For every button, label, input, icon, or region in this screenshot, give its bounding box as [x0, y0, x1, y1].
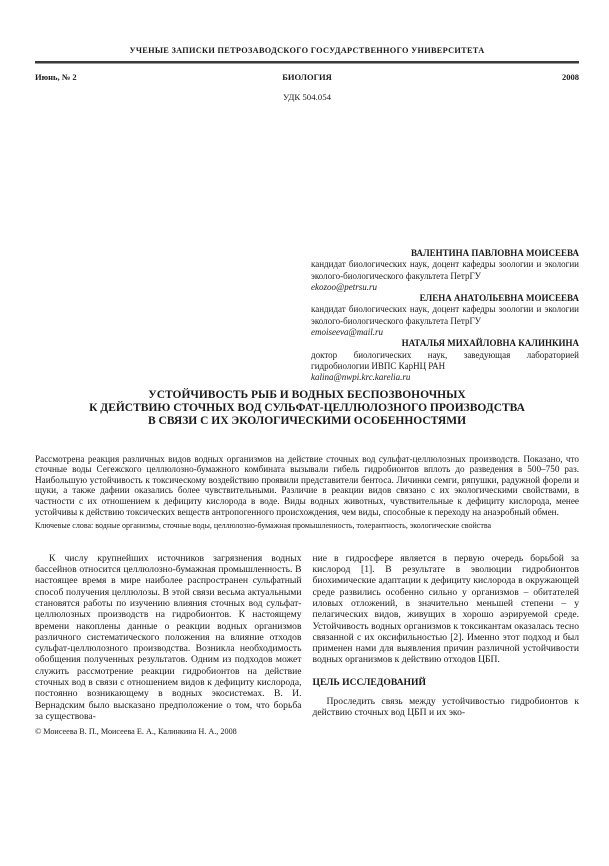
- keywords-line: Ключевые слова: водные организмы, сточные воды, целлюлозно-бумажная промышленность, толерантность, экологические свойства: [35, 521, 492, 531]
- right-column: [313, 553, 580, 722]
- header-divider: [35, 61, 579, 64]
- udc-code: УДК 504.054: [283, 92, 331, 102]
- article-title-line: В СВЯЗИ С ИХ ЭКОЛОГИЧЕСКИМИ ОСОБЕННОСТЯМИ: [147, 414, 467, 427]
- article-title-line: УСТОЙЧИВОСТЬ РЫБ И ВОДНЫХ БЕСПОЗВОНОЧНЫХ: [148, 388, 466, 401]
- body-columns: [35, 553, 579, 722]
- paper-page: [0, 46, 609, 866]
- body-paragraph: К числу крупнейших источников загрязнения водных бассейнов относится целлюлозно-бумажная промышленность. В настоящее время в мире наиболее распространен сульфатный способ получения целлюлозы. В этой связи весьма актуальными становятся работы по изучению влияния сточных вод сульфат-целлюлозных производств на гидробионтов. К настоящему времени накоплены данные о реакции водных организмов различного систематического положения на влияние отходов сульфат-целлюлозного производства. Возникла необходимость обобщения полученных результатов. Одним из подходов может служить рассмотрение реакции гидробионтов на действие сточных вод в связи с отношением видов к дефициту кислорода, постоянно возникающему в водных экосистемах. В. И. Вернадским было высказано предположение о том, что борьба за существова-: [35, 552, 302, 722]
- article-title-line: К ДЕЙСТВИЮ СТОЧНЫХ ВОД СУЛЬФАТ-ЦЕЛЛЮЛОЗНОГО ПРОИЗВОДСТВА: [89, 401, 525, 414]
- author-name: НАТАЛЬЯ МИХАЙЛОВНА КАЛИНКИНА: [401, 338, 579, 349]
- author-email: kalina@nwpi.krc.karelia.ru: [311, 372, 411, 383]
- author-entry: [311, 338, 579, 383]
- section-label: БИОЛОГИЯ: [282, 72, 332, 82]
- header-meta-row: [35, 72, 579, 82]
- author-name: ВАЛЕНТИНА ПАВЛОВНА МОИСЕЕВА: [411, 248, 579, 258]
- author-email: emoiseeva@mail.ru: [311, 327, 384, 338]
- author-entry: [311, 248, 579, 293]
- body-paragraph: Проследить связь между устойчивостью гидробионтов к действию сточных вод ЦБП и их эко-: [312, 695, 579, 719]
- body-paragraph: ние в гидросфере является в первую очередь борьбой за кислород [1]. В результате в эволюции гидробионтов биохимические адаптации к дефициту кислорода в окружающей среде развились особенно сильно у организмов – обитателей иловых отложений, в значительно меньшей степени – у пелагических видов, живущих в хорошо аэрируемой среде. Устойчивость водных организмов к токсикантам оказалась тесно связанной с их оксифильностью [2]. Именно этот подход и был применен нами для выявления причин различной устойчивости водных организмов к действию отходов ЦБП.: [312, 552, 579, 666]
- copyright-line: © Моисеева В. П., Моисеева Е. А., Калинкина Н. А., 2008: [35, 727, 237, 737]
- author-role: кандидат биологических наук, доцент кафедры зоологии и экологии эколого-биологического факультета ПетрГУ: [311, 259, 579, 281]
- authors-block: [311, 248, 579, 384]
- author-entry: [311, 293, 579, 338]
- left-column: [35, 553, 302, 722]
- author-email: ekozoo@petrsu.ru: [311, 281, 378, 292]
- issue-label: Июнь, № 2: [35, 72, 77, 82]
- section-heading-goal: ЦЕЛЬ ИССЛЕДОВАНИЙ: [312, 676, 426, 688]
- article-title: [35, 389, 579, 428]
- journal-title: УЧЕНЫЕ ЗАПИСКИ ПЕТРОЗАВОДСКОГО ГОСУДАРСТВЕННОГО УНИВЕРСИТЕТА: [129, 46, 485, 55]
- author-role: кандидат биологических наук, доцент кафедры зоологии и экологии эколого-биологического факультета ПетрГУ: [311, 304, 579, 326]
- year-label: 2008: [561, 72, 579, 82]
- author-role: доктор биологических наук, заведующая лабораторией гидробиологии ИВПС КарНЦ РАН: [311, 349, 579, 371]
- abstract-text: Рассмотрена реакция различных видов водных организмов на действие сточных вод сульфат-целлюлозных производств. Показано, что сточные воды Сегежского целлюлозно-бумажного комбината вызывали гибель гидробионтов вплоть до разведения в 500–750 раз. Наибольшую устойчивость к токсическому воздействию проявили представители бентоса. Личинки семги, ряпушки, радужной форели и щуки, а также дафнии оказались более чувствительными. Различие в реакции видов связано с их экологическими свойствами, в частности с их отношением к дефициту кислорода в воде. Виды водных животных, чувствительные к дефициту кислорода, менее устойчивы к действию токсических веществ антропогенного происхождения, чем виды, способные к переходу на анаэробный обмен.: [35, 453, 579, 517]
- author-name: ЕЛЕНА АНАТОЛЬЕВНА МОИСЕЕВА: [419, 293, 579, 304]
